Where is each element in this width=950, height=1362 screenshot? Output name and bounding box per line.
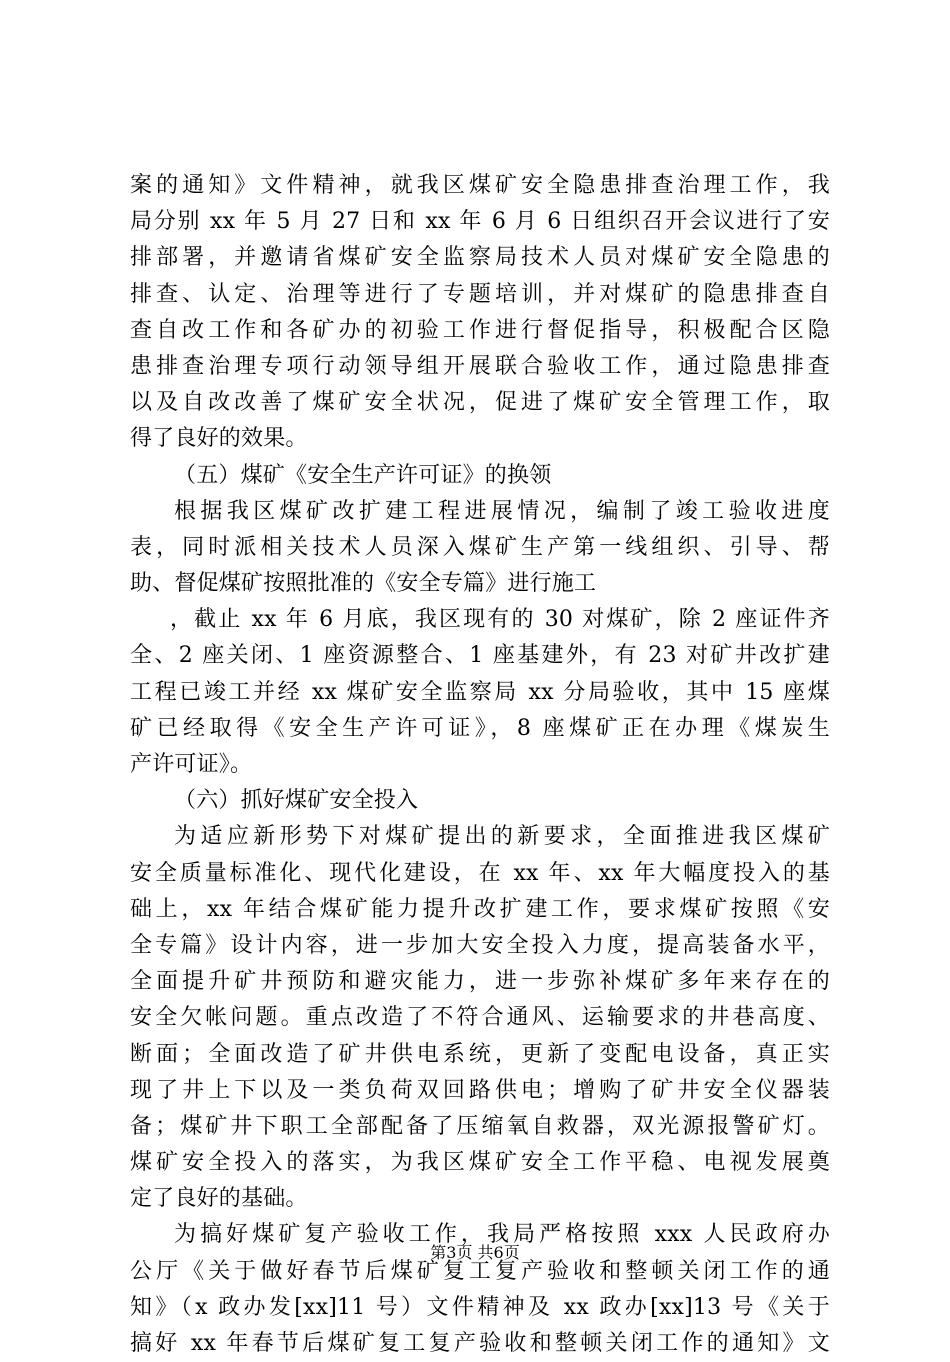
text-line: 助、督促煤矿按照批准的《安全专篇》进行施工 <box>130 571 597 597</box>
text-line: 得了良好的效果。 <box>130 426 308 452</box>
document-body <box>130 168 830 1362</box>
text-line: 全、2 座关闭、1 座资源整合、1 座基建外，有 23 对矿井改扩建 <box>130 643 830 669</box>
text-line: 安全欠帐问题。重点改造了不符合通风、运输要求的井巷高度、 <box>130 1005 830 1031</box>
text-line: 安全质量标准化、现代化建设，在 xx 年、xx 年大幅度投入的基 <box>130 860 830 886</box>
text-line: 为搞好煤矿复产验收工作，我局严格按照 xxx 人民政府办 <box>174 1222 830 1248</box>
text-line: 断面；全面改造了矿井供电系统，更新了变配电设备，真正实 <box>130 1041 830 1067</box>
text-line: 备；煤矿井下职工全部配备了压缩氧自救器，双光源报警矿灯。 <box>130 1113 830 1139</box>
text-line: 排部署，并邀请省煤矿安全监察局技术人员对煤矿安全隐患的 <box>130 245 830 271</box>
text-line: 知》（x 政办发[xx]11 号）文件精神及 xx 政办[xx]13 号《关于 <box>130 1294 830 1320</box>
text-line: 局分别 xx 年 5 月 27 日和 xx 年 6 月 6 日组织召开会议进行了安 <box>130 209 830 235</box>
text-line: 公厅《关于做好春节后煤矿复工复产验收和整顿关闭工作的通 <box>130 1258 830 1284</box>
text-line: 案的通知》文件精神，就我区煤矿安全隐患排查治理工作，我 <box>130 173 830 198</box>
text-line: 为适应新形势下对煤矿提出的新要求，全面推进我区煤矿 <box>174 824 830 850</box>
page-footer: 第3页 共6页 <box>430 1243 520 1262</box>
text-line: 以及自改改善了煤矿安全状况，促进了煤矿安全管理工作，取 <box>130 390 830 416</box>
text-line: 表，同时派相关技术人员深入煤矿生产第一线组织、引导、帮 <box>130 534 830 560</box>
text-line: 全面提升矿井预防和避灾能力，进一步弥补煤矿多年来存在的 <box>130 969 830 995</box>
text-line: 患排查治理专项行动领导组开展联合验收工作，通过隐患排查 <box>130 353 830 379</box>
section-heading: （六）抓好煤矿安全投入 <box>174 788 419 814</box>
text-line: 现了井上下以及一类负荷双回路供电；增购了矿井安全仪器装 <box>130 1077 830 1103</box>
section-heading: （五）煤矿《安全生产许可证》的换领 <box>174 462 552 488</box>
text-line: 矿已经取得《安全生产许可证》，8 座煤矿正在办理《煤炭生 <box>130 715 830 741</box>
text-line: 查自改工作和各矿办的初验工作进行督促指导，积极配合区隐 <box>130 317 830 343</box>
text-line: 产许可证》。 <box>130 752 253 777</box>
text-line: 础上，xx 年结合煤矿能力提升改扩建工作，要求煤矿按照《安 <box>130 896 830 922</box>
text-line: 工程已竣工并经 xx 煤矿安全监察局 xx 分局验收，其中 15 座煤 <box>130 679 830 705</box>
text-line: 排查、认定、治理等进行了专题培训，并对煤矿的隐患排查自 <box>130 281 830 307</box>
text-line: 定了良好的基础。 <box>130 1186 308 1212</box>
text-line: 全专篇》设计内容，进一步加大安全投入力度，提高装备水平， <box>130 932 830 958</box>
text-line: 搞好 xx 年春节后煤矿复工复产验收和整顿关闭工作的通知》文 <box>130 1331 830 1356</box>
text-line: 根据我区煤矿改扩建工程进展情况，编制了竣工验收进度 <box>174 498 830 524</box>
text-line: 煤矿安全投入的落实，为我区煤矿安全工作平稳、电视发展奠 <box>130 1150 830 1176</box>
text-line: ，截止 xx 年 6 月底，我区现有的 30 对煤矿，除 2 座证件齐 <box>170 607 830 633</box>
